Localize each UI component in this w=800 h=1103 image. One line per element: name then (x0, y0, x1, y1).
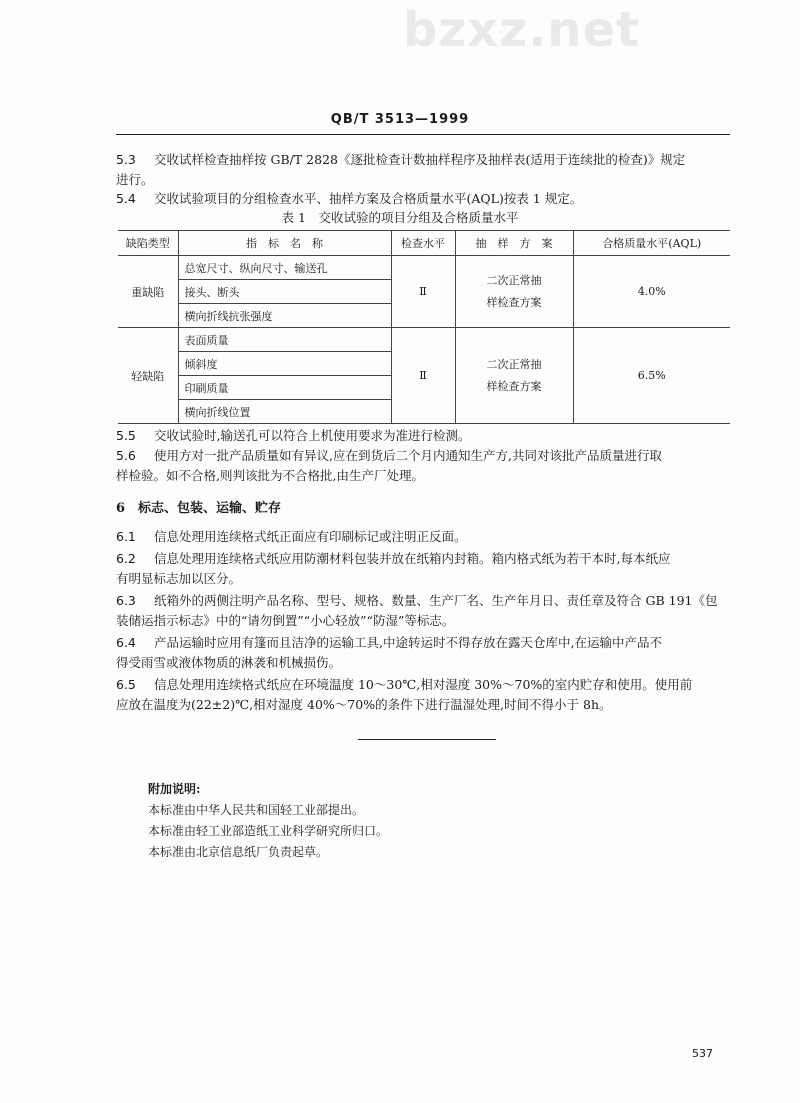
table-header-cell: 指 标 名 称 (178, 231, 391, 256)
item-cell: 印刷质量 (178, 376, 391, 400)
clause-number: 5.4 (116, 191, 136, 206)
sampling-plan-cell (455, 328, 573, 424)
table-row (118, 256, 730, 280)
clause-text: 纸箱外的两侧注明产品名称、型号、规格、数量、生产厂名、生产年月日、责任章及符合 GB 191《包 (154, 593, 718, 608)
sampling-plan-line: 样检查方案 (486, 295, 542, 309)
clause-text: 交收试样检查抽样按 GB/T 2828《逐批检查计数抽样程序及抽样表(适用于连续批的检查)》规定 (154, 152, 686, 167)
sampling-plan-line: 二次正常抽 (486, 357, 542, 371)
aql-cell: 4.0% (573, 256, 730, 328)
item-cell: 接头、断头 (178, 280, 391, 304)
clause-number: 6.4 (116, 635, 136, 650)
watermark: bzxz.net (403, 2, 641, 58)
inspection-level-cell: Ⅱ (391, 256, 455, 328)
table-row (118, 328, 730, 352)
clause-5-6-line-1 (116, 446, 662, 466)
sampling-plan-line: 二次正常抽 (486, 273, 542, 287)
clause-6-1-line-1 (116, 527, 467, 547)
clause-text: 交收试验时,输送孔可以符合上机使用要求为准进行检测。 (154, 428, 471, 443)
header-rule (116, 134, 730, 135)
clause-number: 5.6 (116, 448, 136, 463)
clause-5-5-line-1 (116, 426, 470, 446)
clause-6-2-line-1 (116, 549, 670, 569)
item-cell: 横向折线位置 (178, 400, 391, 424)
clause-number: 6.1 (116, 529, 136, 544)
table-header-row (118, 231, 730, 256)
clause-text: 信息处理用连续格式纸正面应有印刷标记或注明正反面。 (154, 529, 467, 544)
clause-text: 产品运输时应用有篷而且洁净的运输工具,中途转运时不得存放在露天仓库中,在运输中产品不 (154, 635, 662, 650)
item-cell: 总宽尺寸、纵向尺寸、输送孔 (178, 256, 391, 280)
clause-number: 6.3 (116, 593, 136, 608)
sampling-plan-cell (455, 256, 573, 328)
item-cell: 倾斜度 (178, 352, 391, 376)
item-cell: 表面质量 (178, 328, 391, 352)
clause-number: 5.3 (116, 152, 136, 167)
clause-text: 使用方对一批产品质量如有异议,应在到货后二个月内通知生产方,共同对该批产品质量进行取 (154, 448, 662, 463)
notes-line: 本标准由轻工业部造纸工业科学研究所归口。 (148, 824, 389, 838)
clause-5-6-line-2: 样检验。如不合格,则判该批为不合格批,由生产厂处理。 (116, 468, 424, 483)
end-rule (358, 739, 496, 740)
defect-type-cell: 轻缺陷 (118, 328, 178, 424)
section-6-heading: 6 标志、包装、运输、贮存 (116, 501, 282, 516)
table-header-cell: 缺陷类型 (118, 231, 178, 256)
clause-5-3-line-2: 进行。 (116, 172, 154, 187)
clause-6-3-line-2: 装储运指示标志》中的“请勿倒置”“小心轻放”“防湿”等标志。 (116, 613, 455, 628)
aql-cell: 6.5% (573, 328, 730, 424)
clause-text: 交收试验项目的分组检查水平、抽样方案及合格质量水平(AQL)按表 1 规定。 (154, 191, 583, 206)
clause-number: 6.2 (116, 551, 136, 566)
clause-6-4-line-2: 得受雨雪或液体物质的淋袭和机械损伤。 (116, 655, 342, 670)
clause-6-4-line-1 (116, 633, 662, 653)
sampling-plan-line: 样检查方案 (486, 379, 542, 393)
clause-text: 信息处理用连续格式纸应用防潮材料包装并放在纸箱内封箱。箱内格式纸为若干本时,每本纸应 (154, 551, 671, 566)
clause-6-5-line-2: 应放在温度为(22±2)℃,相对湿度 40%～70%的条件下进行温湿处理,时间不得小于 8h。 (116, 697, 612, 712)
inspection-level-cell: Ⅱ (391, 328, 455, 424)
table-header-cell: 合格质量水平(AQL) (573, 231, 730, 256)
clause-5-3-line-1 (116, 150, 685, 170)
clause-6-2-line-2: 有明显标志加以区分。 (116, 571, 242, 586)
table-header-cell: 检查水平 (391, 231, 455, 256)
clause-number: 5.5 (116, 428, 136, 443)
table-caption: 表 1 交收试验的项目分组及合格质量水平 (281, 210, 519, 225)
clause-6-3-line-1 (116, 591, 717, 611)
notes-line: 本标准由北京信息纸厂负责起草。 (148, 845, 329, 859)
notes-line: 本标准由中华人民共和国轻工业部提出。 (148, 803, 365, 817)
defect-type-cell: 重缺陷 (118, 256, 178, 328)
clause-5-4-line-1 (116, 189, 582, 209)
clause-6-5-line-1 (116, 675, 692, 695)
page-number: 537 (692, 1047, 713, 1060)
clause-text: 信息处理用连续格式纸应在环境温度 10～30℃,相对湿度 30%～70%的室内贮存和使用。使用前 (154, 677, 693, 692)
standard-header: QB/T 3513—1999 (330, 112, 470, 127)
table-header-cell: 抽 样 方 案 (455, 231, 573, 256)
clause-number: 6.5 (116, 677, 136, 692)
item-cell: 横向折线抗张强度 (178, 304, 391, 328)
inspection-table (118, 230, 730, 424)
notes-title: 附加说明: (148, 782, 201, 796)
